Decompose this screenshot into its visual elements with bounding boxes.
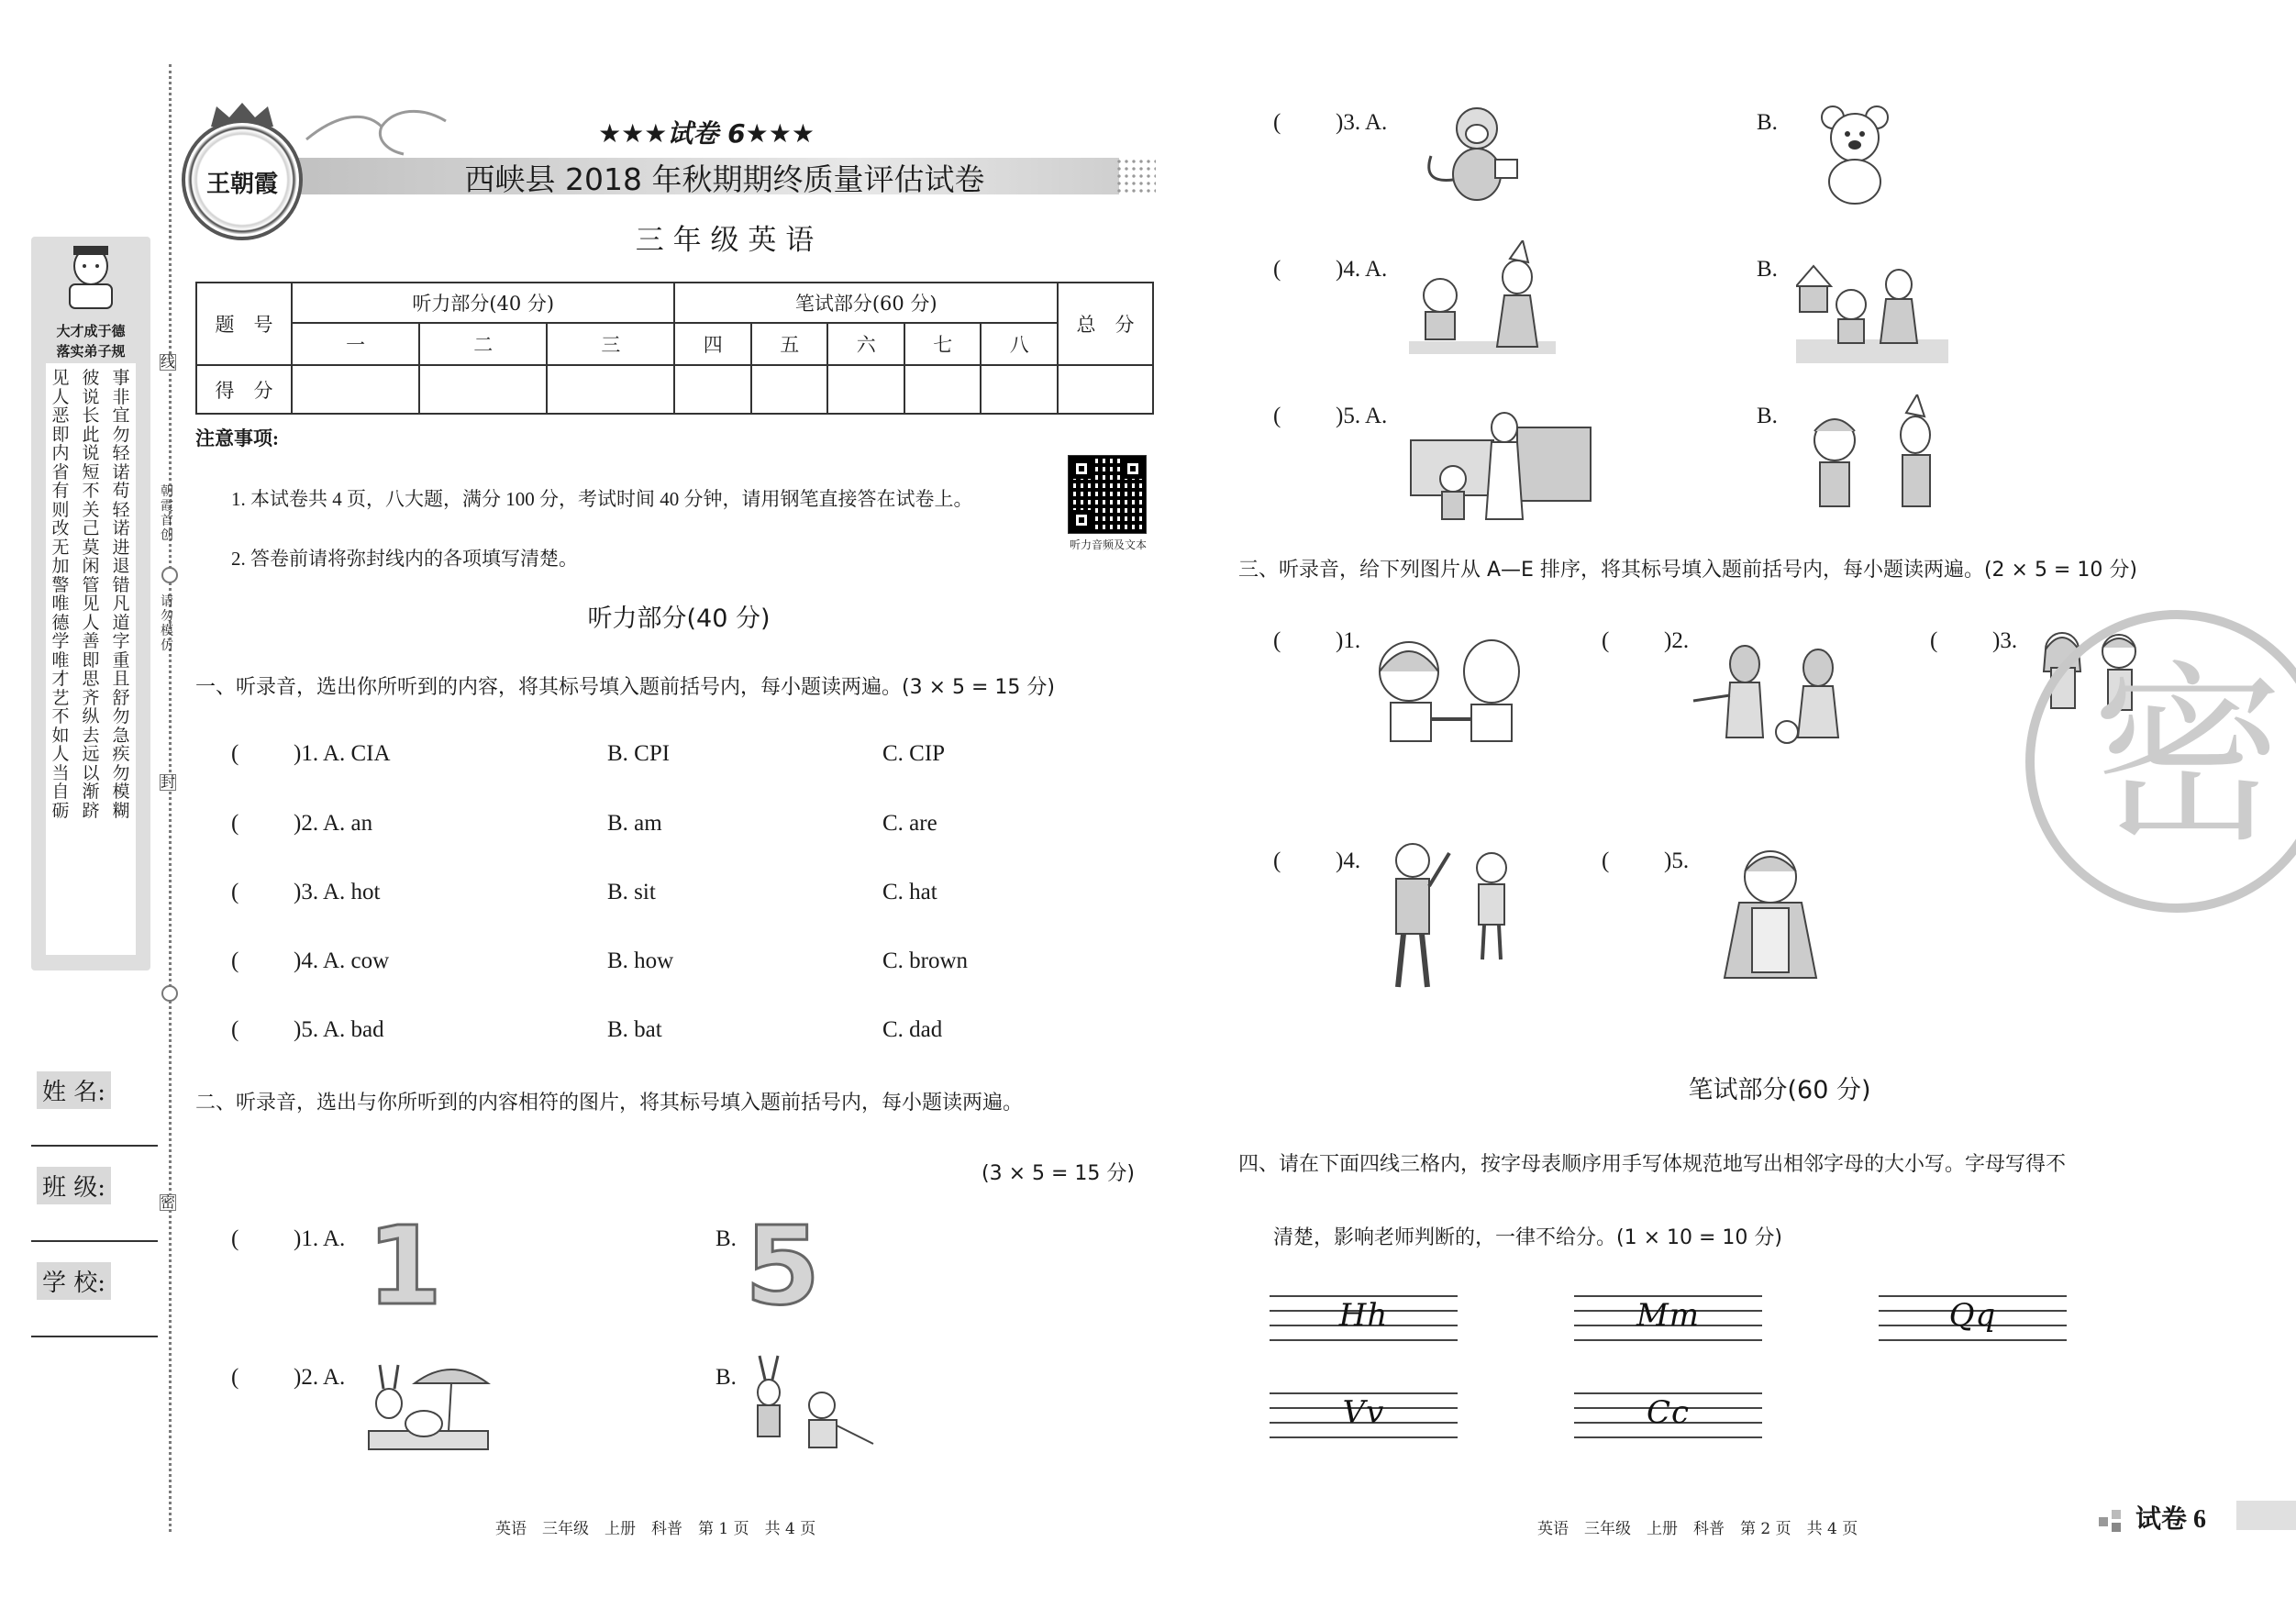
q1-item-3-c: C. hat (882, 880, 937, 904)
score-cell[interactable] (674, 365, 751, 414)
subject-title: 三 年 级 英 语 (635, 224, 815, 257)
answer-paren[interactable]: ( (1273, 628, 1281, 653)
letter-pair-hh: Hh (1338, 1297, 1389, 1334)
motto-bottom: 落实弟子规 (56, 343, 126, 360)
q2-item-4-a: )4. A. (1336, 257, 1388, 282)
q2-item-3-a: )3. A. (1336, 110, 1388, 135)
answer-paren[interactable]: ( (231, 741, 239, 766)
answer-paren[interactable]: ( (1273, 110, 1281, 135)
answer-paren[interactable]: ( (231, 1226, 239, 1251)
teddy-bear-picture (1809, 101, 1901, 207)
listening-heading: 听力部分(40 分) (587, 604, 771, 633)
question-number-cell: 三 (547, 323, 674, 365)
score-cell[interactable] (981, 365, 1058, 414)
qr-code-icon[interactable] (1068, 455, 1147, 534)
total-score-cell[interactable] (1058, 365, 1153, 414)
footer-right: 英语 三年级 上册 科普 第 2 页 共 4 页 (1537, 1520, 1858, 1538)
question-number-cell: 四 (674, 323, 751, 365)
name-line[interactable] (31, 1145, 158, 1147)
question-number-cell: 一 (292, 323, 419, 365)
class-line[interactable] (31, 1240, 158, 1242)
footer-left: 英语 三年级 上册 科普 第 1 页 共 4 页 (495, 1520, 816, 1538)
q1-item-3-a: )3. A. hot (294, 880, 381, 904)
q1-item-4-c: C. brown (882, 948, 969, 973)
q2-item-5-b: B. (1757, 404, 1778, 428)
binding-ring (161, 985, 178, 1002)
letter-pair-cc: Cc (1646, 1394, 1691, 1431)
rabbit-and-boy-picture (745, 1352, 882, 1462)
q3-item-1: )1. (1336, 628, 1361, 653)
grandma-picture (1712, 844, 1831, 981)
question-number-cell: 二 (419, 323, 547, 365)
q1-item-2-b: B. am (607, 811, 662, 836)
total-column-header: 总 分 (1058, 283, 1153, 365)
brand-logo (182, 119, 303, 240)
question-number-cell: 五 (751, 323, 828, 365)
score-table (195, 282, 1154, 415)
answer-paren[interactable]: ( (1273, 257, 1281, 282)
q2-item-4-b: B. (1757, 257, 1778, 282)
header-band-dots (1115, 158, 1156, 194)
q2-score: (3 × 5 = 15 分) (982, 1162, 1135, 1185)
question-number-cell: 八 (981, 323, 1058, 365)
boy-and-fox-house-picture (1796, 248, 1948, 365)
score-cell[interactable] (751, 365, 828, 414)
school-label: 学 校: (37, 1262, 111, 1300)
q1-item-5-b: B. bat (607, 1017, 662, 1042)
writing-heading: 笔试部分(60 分) (1688, 1076, 1871, 1104)
binding-fold-line (169, 64, 172, 1532)
binding-char-feng: 封 (161, 773, 176, 791)
q3-item-5: )5. (1664, 848, 1690, 873)
q1-item-4-b: B. how (607, 948, 674, 973)
q1-item-3-b: B. sit (607, 880, 656, 904)
corner-paper-tag: 试卷 6 (2135, 1505, 2207, 1534)
q4-title-line1: 四、请在下面四线三格内，按字母表顺序用手写体规范地写出相邻字母的大小写。字母写得不 (1238, 1153, 2067, 1176)
four-line-box-vv[interactable] (1270, 1392, 1458, 1436)
q4-title-line2: 清楚，影响老师判断的，一律不给分。(1 × 10 = 10 分) (1273, 1226, 1782, 1249)
score-cell[interactable] (419, 365, 547, 414)
letter-pair-vv: Vv (1342, 1394, 1385, 1431)
score-cell[interactable] (292, 365, 419, 414)
paper-number: ★★★试卷 6★★★ (598, 118, 815, 149)
q1-item-2-a: )2. A. an (294, 811, 373, 836)
boy-and-fox-talking-picture (1789, 394, 1963, 519)
scholar-figure-icon (57, 242, 125, 312)
class-label: 班 级: (37, 1167, 111, 1204)
q2-item-3-b: B. (1757, 110, 1778, 135)
writing-column-header: 笔试部分(60 分) (674, 283, 1058, 323)
ribbon-decoration-icon (303, 103, 449, 158)
girl-and-dog-handshake-picture (1369, 631, 1534, 745)
q1-item-1-b: B. CPI (607, 741, 671, 766)
question-number-cell: 六 (827, 323, 904, 365)
row-label-score: 得 分 (196, 365, 292, 414)
vertical-note-1: 朝霞首创 (161, 484, 173, 543)
birds-family-picture (1690, 637, 1864, 754)
four-line-box-mm[interactable] (1574, 1295, 1762, 1339)
four-line-box-cc[interactable] (1574, 1392, 1762, 1436)
dizigui-rules-panel (31, 237, 150, 970)
question-number-cell: 七 (904, 323, 982, 365)
answer-paren[interactable]: ( (1273, 848, 1281, 873)
monkey-picture (1413, 101, 1541, 209)
fox-in-bedroom-picture (1407, 391, 1596, 528)
exam-title: 西峡县 2018 年秋期期终质量评估试卷 (464, 161, 985, 197)
q2-item-2-a: )2. A. (294, 1365, 346, 1390)
rabbit-picnic-picture (360, 1359, 497, 1462)
q1-item-4-a: )4. A. cow (294, 948, 390, 973)
answer-paren[interactable]: ( (1273, 404, 1281, 428)
answer-paren[interactable]: ( (1602, 848, 1610, 873)
note-item-2: 2. 答卷前请将弥封线内的各项填写清楚。 (231, 548, 578, 570)
answer-paren[interactable]: ( (1602, 628, 1610, 653)
q1-title: 一、听录音，选出你所听到的内容，将其标号填入题前括号内，每小题读两遍。(3 × 5 = 15 分) (195, 676, 1055, 699)
qr-caption: 听力音频及文本 (1069, 538, 1147, 551)
q2-title: 二、听录音，选出与你所听到的内容相符的图片，将其标号填入题前括号内，每小题读两遍。 (195, 1092, 1024, 1115)
rules-column-1: 见人恶即内省有则改无加警唯德学唯才艺不如人当自砺 (51, 368, 70, 821)
binding-ring (161, 567, 178, 583)
answer-paren[interactable]: ( (1930, 628, 1938, 653)
score-cell[interactable] (547, 365, 674, 414)
q1-item-1-c: C. CIP (882, 741, 946, 766)
name-label: 姓 名: (37, 1071, 111, 1109)
q3-title: 三、听录音，给下列图片从 A—E 排序，将其标号填入题前括号内，每小题读两遍。(2 × 5 = 10 分) (1238, 559, 2137, 582)
notes-title: 注意事项: (195, 427, 279, 449)
answer-paren[interactable]: ( (231, 1365, 239, 1390)
score-cell[interactable] (904, 365, 982, 414)
digit-one-picture: 1 (367, 1203, 443, 1329)
school-line[interactable] (31, 1336, 158, 1337)
answer-paren[interactable]: ( (231, 1017, 239, 1042)
four-line-box-qq[interactable] (1879, 1295, 2067, 1339)
q2-item-5-a: )5. A. (1336, 404, 1388, 428)
man-and-boy-waving-picture (1372, 840, 1528, 994)
listening-column-header: 听力部分(40 分) (292, 283, 674, 323)
boy-and-fox-meadow-picture (1409, 240, 1556, 356)
motto-top: 大才成于德 (56, 323, 126, 339)
q3-item-4: )4. (1336, 848, 1361, 873)
q3-item-3: )3. (1992, 628, 2018, 653)
q1-item-1-a: )1. A. CIA (294, 741, 391, 766)
answer-paren[interactable]: ( (231, 880, 239, 904)
score-cell[interactable] (827, 365, 904, 414)
letter-pair-mm: Mm (1636, 1297, 1701, 1334)
letter-pair-qq: Qq (1948, 1297, 1997, 1334)
binding-char-mi: 密 (161, 1193, 176, 1211)
note-item-1: 1. 本试卷共 4 页，八大题，满分 100 分，考试时间 40 分钟，请用钢笔直接答在试卷上。 (231, 488, 973, 510)
four-line-box-hh[interactable] (1270, 1295, 1458, 1339)
seal-character: 密 (2091, 644, 2284, 869)
q2-item-1-a: )1. A. (294, 1226, 346, 1251)
rules-grid (46, 363, 136, 955)
rules-column-3: 事非宜勿轻诺苟轻诺进退错凡道字重且舒勿急疾勿模糊 (112, 368, 130, 821)
logo-text: 王朝霞 (205, 171, 278, 198)
answer-paren[interactable]: ( (231, 948, 239, 973)
q2-item-2-b: B. (715, 1365, 737, 1390)
binding-char-xian: 线 (161, 353, 176, 371)
q3-item-2: )2. (1664, 628, 1690, 653)
row-label-number: 题 号 (196, 283, 292, 365)
q1-item-5-a: )5. A. bad (294, 1017, 384, 1042)
answer-paren[interactable]: ( (231, 811, 239, 836)
vertical-note-2: 请勿模仿 (161, 594, 173, 653)
digit-five-picture: 5 (745, 1203, 821, 1329)
rules-column-2: 彼说长此说短不关己莫闲管见人善即思齐纵去远以渐跻 (82, 368, 100, 821)
q1-item-5-c: C. dad (882, 1017, 943, 1042)
q2-item-1-b: B. (715, 1226, 737, 1251)
q1-item-2-c: C. are (882, 811, 937, 836)
